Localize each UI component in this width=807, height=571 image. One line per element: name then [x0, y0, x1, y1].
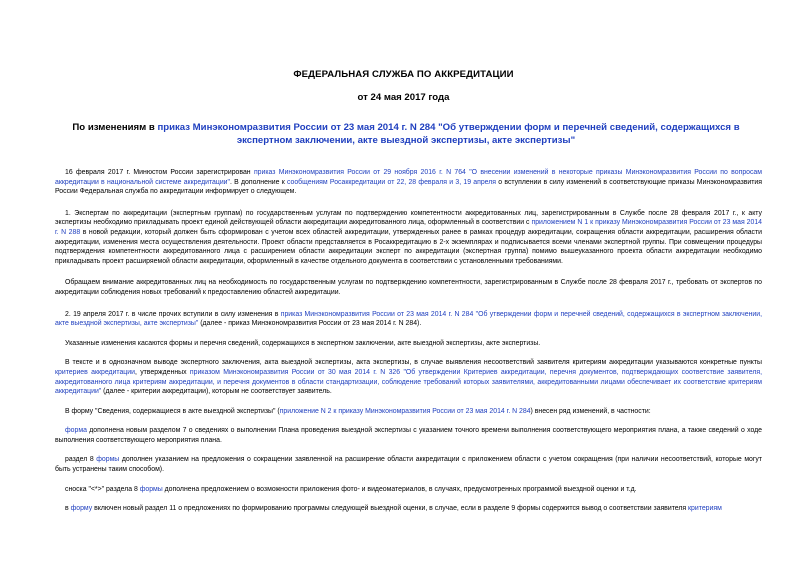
paragraph-criteria	[55, 358, 762, 396]
paragraph-changes	[55, 339, 762, 349]
text: 16 февраля 2017 г. Минюстом России зарегистрирован	[65, 169, 254, 176]
text: Обращаем внимание аккредитованных лиц на необходимость по государственным услугам по подтверждению компетентности, зарегистрированным в Службе после 28 февраля 2017 г., требовать от экспертов по аккредитации соблюдения новых требований к предоставлению областей аккредитации.	[55, 279, 762, 296]
paragraph-section-11	[55, 504, 762, 514]
rosaccreditation-messages-link[interactable]: сообщениям Росаккредитации от 22, 28 февраля и 3, 19 апреля	[286, 178, 497, 186]
appendix-2-order-284-link[interactable]: приложение N 2 к приказу Минэкономразвития России от 23 мая 2014 г. N 284	[279, 407, 531, 415]
text: дополнена новым разделом 7 о сведениях о выполнении Плана проведения выездной экспертизы с указанием точного времени выполнения соответствующего мероприятия плана, а также сведений о ходе выполнения соответствующего мероприятия плана.	[55, 427, 762, 444]
paragraph-section-8	[55, 455, 762, 474]
text: раздел 8	[65, 456, 97, 464]
order-284-link[interactable]: приказ Минэкономразвития России от 23 мая 2014 г. N 284 "Об утверждении форм и перечней сведений, содержащихся в экспертном заключении, акте выездной экспертизы, акте экспертизы"	[55, 310, 762, 328]
text: , утвержденных	[134, 368, 190, 376]
text: Указанные изменения касаются формы и перечня сведений, содержащихся в экспертном заключении, акте выездной экспертизы, акте экспертизы.	[65, 339, 541, 347]
text: о вступлении в силу изменений в соответствующие приказы Минэкономразвития России Федеральная служба по аккредитации информирует о следующем.	[55, 178, 763, 196]
document-date: от 24 мая 2017 года	[357, 92, 450, 103]
paragraph-1	[55, 209, 762, 267]
form-link[interactable]: форма	[65, 427, 87, 435]
form-link[interactable]: формы	[139, 485, 163, 493]
text: ) внесен ряд изменений, в частности:	[530, 407, 651, 415]
text: в	[65, 505, 71, 513]
criteria-link[interactable]: критериям	[688, 505, 722, 513]
text: 1. Экспертам по аккредитации (экспертным группам) по государственным услугам по подтверждению компетентности аккредитованных лиц, зарегистрированным в Службе после 28 февраля 2017 г., к акту экспертизы необходимо прикладывать проект единой действующей области аккредитации аккредитованного лица, оформленный в соответствии с	[55, 209, 762, 227]
subject-order-link[interactable]: приказ Минэкономразвития России от 23 мая 2014 г. N 284 "Об утверждении форм и перечней сведений, содержащихся в экспертном заключении, акте выездной экспертизы, акте экспертизы"	[157, 122, 740, 146]
appendix-1-order-288-link[interactable]: приложением N 1 к приказу Минэкономразвития России от 23 мая 2014 г. N 288	[55, 219, 763, 236]
paragraph-attention	[55, 278, 762, 297]
text: включен новый раздел 11 о предложениях по формированию программы следующей выездной оценки, в случае, если в разделе 9 формы содержится вывод о соответствии заявителя	[92, 505, 689, 513]
form-link[interactable]: форму	[70, 505, 93, 513]
text: В форму "Сведения, содержащиеся в акте выездной экспертизы" (	[65, 407, 280, 415]
text: В тексте и в однозначном выводе экспертного заключения, акта выездной экспертизы, акта экспертизы, в случае выявления несоответствий заявителя критериям аккредитации указываются конкретные пункты	[65, 359, 762, 367]
paragraph-form-section-7	[55, 426, 762, 445]
subject-prefix: По изменениям в	[72, 122, 158, 133]
document-body	[55, 168, 762, 514]
paragraph-footnote	[55, 485, 762, 495]
paragraph-intro	[55, 168, 762, 197]
order-326-link[interactable]: приказом Минэкономразвития России от 30 мая 2014 г. N 326 "Об утверждении Критериев аккредитации, перечня документов, подтверждающих соответствие заявителя, аккредитованного лица критериям аккредитации, и перечня документов в области стандартизации, соблюдение требований которых заявителями, аккредитованными лицами обеспечивает их соответствие критериям аккредитации"	[55, 368, 762, 396]
text: сноска "<*>" раздела 8	[65, 485, 140, 493]
text: 2. 19 апреля 2017 г. в числе прочих вступили в силу изменения в	[65, 310, 281, 318]
text: (далее - приказ Минэкономразвития России от 23 мая 2014 г. N 284).	[198, 320, 422, 328]
paragraph-form-info	[55, 407, 762, 417]
text: в новой редакции, который должен быть сформирован с учетом всех областей аккредитации, утвержденных ранее в рамках процедур аккредитации, сокращения области аккредитации, расширения области аккредитации, изменения места осуществления деятельности. Проект области представляется в Росаккредитацию в 2-х экземплярах и подписывается всеми членами экспертной группы. При совмещении процедуры подтверждения компетентности аккредитованного лица с расширением области аккредитации эксперт по аккредитации (экспертная группа) помимо вышеуказанного проекта области аккредитации необходимо прикладывать проект расширяемой области аккредитации, оформленный в качестве отдельного документа в соответствии с установленными требованиями.	[55, 228, 762, 265]
text: дополнен указанием на предложения о сокращении заявленной на расширение области аккредитации с приложением области с учетом сокращения (при наличии несоответствий, которые могут быть устранены таким способом).	[55, 456, 763, 474]
document-subject	[60, 121, 752, 147]
agency-heading: ФЕДЕРАЛЬНАЯ СЛУЖБА ПО АККРЕДИТАЦИИ	[293, 69, 514, 80]
text: . В дополнение к	[229, 178, 287, 186]
text: дополнена предложением о возможности приложения фото- и видеоматериалов, в случаях, предусмотренных программой выездной оценки и т.д.	[162, 485, 637, 493]
form-link[interactable]: формы	[96, 456, 120, 464]
text: (далее - критерии аккредитации), которым не соответствует заявитель.	[101, 388, 332, 396]
order-764-link[interactable]: приказ Минэкономразвития России от 29 ноября 2016 г. N 764 "О внесении изменений в некоторые приказы Минэкономразвития России по вопросам аккредитации в национальной системе аккредитации"	[55, 169, 762, 186]
criteria-link[interactable]: критериев аккредитации	[55, 368, 135, 376]
paragraph-2	[55, 310, 762, 329]
